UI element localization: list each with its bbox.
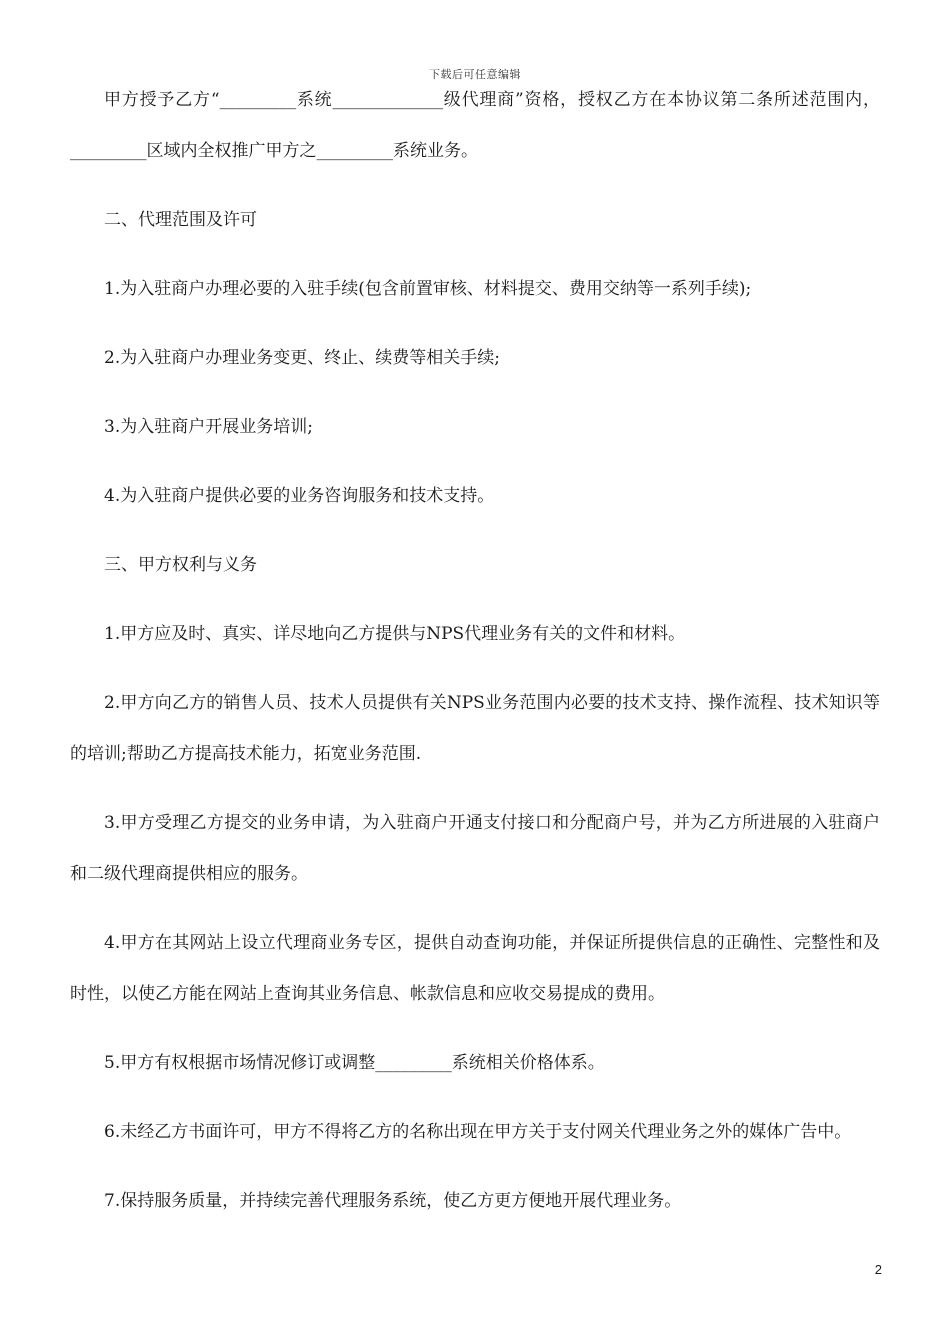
- rights-item-5: 5.甲方有权根据市场情况修订或调整_________系统相关价格体系。: [104, 1053, 605, 1073]
- edit-watermark: 下载后可任意编辑: [429, 68, 521, 81]
- section-heading-agency-scope: 二、代理范围及许可: [104, 210, 257, 230]
- scope-item-1: 1.为入驻商户办理必要的入驻手续(包含前置审核、材料提交、费用交纳等一系列手续);: [104, 279, 752, 299]
- scope-item-4: 4.为入驻商户提供必要的业务咨询服务和技术支持。: [104, 486, 495, 506]
- scope-item-3: 3.为入驻商户开展业务培训;: [104, 417, 313, 437]
- scope-item-2: 2.为入驻商户办理业务变更、终止、续费等相关手续;: [104, 348, 500, 368]
- section-heading-party-a-rights: 三、甲方权利与义务: [104, 555, 257, 575]
- rights-item-3: 3.甲方受理乙方提交的业务申请，为入驻商户开通支付接口和分配商户号，并为乙方所进展的入驻商户和二级代理商提供相应的服务。: [70, 813, 880, 884]
- page-number: 2: [874, 1262, 882, 1277]
- rights-item-7: 7.保持服务质量，并持续完善代理服务系统，使乙方更方便地开展代理业务。: [104, 1191, 682, 1211]
- rights-item-2: 2.甲方向乙方的销售人员、技术人员提供有关NPS业务范围内必要的技术支持、操作流程、技术知识等的培训;帮助乙方提高技术能力，拓宽业务范围.: [70, 693, 880, 764]
- intro-paragraph: 甲方授予乙方“_________系统_____________级代理商”资格，授权乙方在本协议第二条所述范围内，_________区域内全权推广甲方之_________系统业务。: [70, 90, 880, 161]
- rights-item-6: 6.未经乙方书面许可，甲方不得将乙方的名称出现在甲方关于支付网关代理业务之外的媒体广告中。: [104, 1122, 852, 1142]
- rights-item-4: 4.甲方在其网站上设立代理商业务专区，提供自动查询功能，并保证所提供信息的正确性、完整性和及时性，以使乙方能在网站上查询其业务信息、帐款信息和应收交易提成的费用。: [70, 933, 880, 1004]
- rights-item-1: 1.甲方应及时、真实、详尽地向乙方提供与NPS代理业务有关的文件和材料。: [104, 624, 686, 644]
- document-body: [70, 75, 880, 1245]
